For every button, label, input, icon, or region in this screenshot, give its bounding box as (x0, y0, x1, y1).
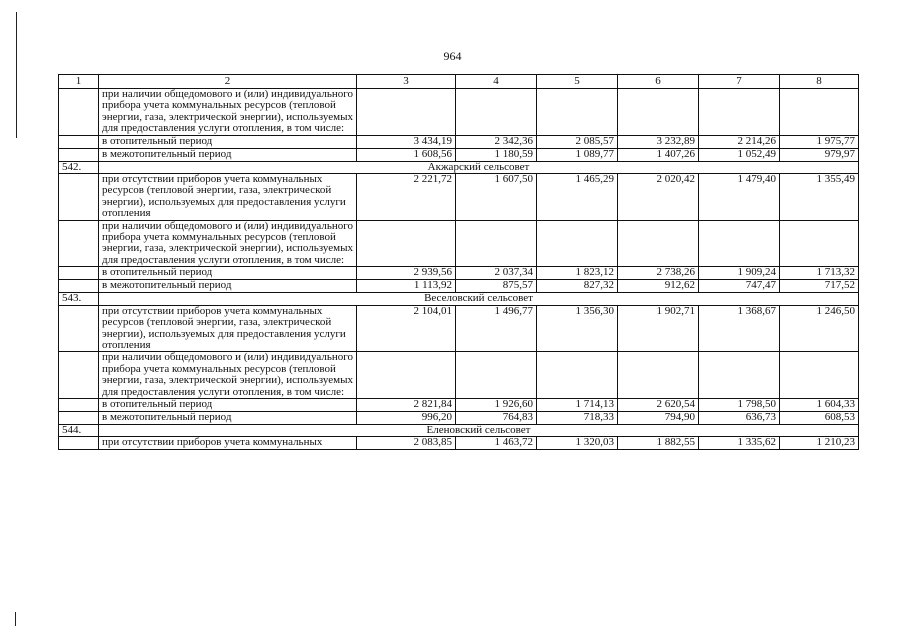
row-description: в отопительный период (99, 398, 357, 411)
value-cell (537, 220, 618, 267)
row-description: при отсутствии приборов учета коммунальных ресурсов (тепловой энергии, газа, электрической энергии), используемых для предоставления услуги отопления (99, 174, 357, 221)
column-header: 3 (357, 75, 456, 89)
row-index-cell (59, 305, 99, 352)
table-row (59, 352, 859, 399)
row-description: в межотопительный период (99, 411, 357, 424)
value-cell: 1 926,60 (456, 398, 537, 411)
value-cell: 1 823,12 (537, 267, 618, 280)
value-cell (357, 352, 456, 399)
table-body (59, 75, 859, 450)
section-title: Акжарский сельсовет (99, 161, 859, 173)
row-index-cell: 544. (59, 424, 99, 436)
value-cell: 979,97 (780, 148, 859, 161)
section-title: Веселовский сельсовет (99, 293, 859, 305)
table-row (59, 411, 859, 424)
value-cell: 747,47 (699, 280, 780, 293)
value-cell: 718,33 (537, 411, 618, 424)
value-cell: 1 368,67 (699, 305, 780, 352)
value-cell (618, 220, 699, 267)
row-index-cell (59, 89, 99, 136)
value-cell: 1 113,92 (357, 280, 456, 293)
row-description: при отсутствии приборов учета коммунальных (99, 437, 357, 450)
table-row (59, 89, 859, 136)
value-cell: 3 232,89 (618, 135, 699, 148)
value-cell: 1 089,77 (537, 148, 618, 161)
value-cell: 1 479,40 (699, 174, 780, 221)
table-row (59, 398, 859, 411)
value-cell: 1 463,72 (456, 437, 537, 450)
value-cell (537, 352, 618, 399)
value-cell: 1 355,49 (780, 174, 859, 221)
value-cell (780, 220, 859, 267)
section-row (59, 424, 859, 436)
value-cell (699, 352, 780, 399)
value-cell: 764,83 (456, 411, 537, 424)
value-cell: 1 902,71 (618, 305, 699, 352)
value-cell: 2 037,34 (456, 267, 537, 280)
value-cell (357, 220, 456, 267)
value-cell (699, 89, 780, 136)
value-cell: 1 210,23 (780, 437, 859, 450)
value-cell (537, 89, 618, 136)
value-cell: 2 939,56 (357, 267, 456, 280)
value-cell: 912,62 (618, 280, 699, 293)
value-cell: 1 465,29 (537, 174, 618, 221)
value-cell: 794,90 (618, 411, 699, 424)
value-cell: 2 085,57 (537, 135, 618, 148)
value-cell: 1 320,03 (537, 437, 618, 450)
value-cell: 827,32 (537, 280, 618, 293)
value-cell: 2 620,54 (618, 398, 699, 411)
column-header-row (59, 75, 859, 89)
value-cell: 996,20 (357, 411, 456, 424)
value-cell: 2 083,85 (357, 437, 456, 450)
value-cell: 608,53 (780, 411, 859, 424)
value-cell: 2 214,26 (699, 135, 780, 148)
value-cell (618, 89, 699, 136)
value-cell: 1 798,50 (699, 398, 780, 411)
row-index-cell (59, 280, 99, 293)
column-header: 8 (780, 75, 859, 89)
value-cell (699, 220, 780, 267)
table-row (59, 220, 859, 267)
value-cell: 2 020,42 (618, 174, 699, 221)
scan-edge-mark-bottom (15, 612, 16, 626)
tariff-table (58, 74, 859, 450)
value-cell: 2 821,84 (357, 398, 456, 411)
column-header: 2 (99, 75, 357, 89)
section-title: Еленовский сельсовет (99, 424, 859, 436)
value-cell: 1 607,50 (456, 174, 537, 221)
row-index-cell (59, 352, 99, 399)
column-header: 1 (59, 75, 99, 89)
table-row (59, 148, 859, 161)
column-header: 6 (618, 75, 699, 89)
column-header: 4 (456, 75, 537, 89)
section-row (59, 293, 859, 305)
value-cell: 875,57 (456, 280, 537, 293)
value-cell: 3 434,19 (357, 135, 456, 148)
table-row (59, 437, 859, 450)
column-header: 7 (699, 75, 780, 89)
value-cell: 1 052,49 (699, 148, 780, 161)
value-cell: 1 975,77 (780, 135, 859, 148)
row-description: при отсутствии приборов учета коммунальных ресурсов (тепловой энергии, газа, электрической энергии), используемых для предоставления услуги отопления (99, 305, 357, 352)
scan-edge-mark-top (16, 12, 17, 138)
row-index-cell (59, 437, 99, 450)
section-row (59, 161, 859, 173)
value-cell: 1 714,13 (537, 398, 618, 411)
row-description: при наличии общедомового и (или) индивидуального прибора учета коммунальных ресурсов (тепловой энергии, газа, электрической энергии), используемых для предоставления услуги отопления, в том числе: (99, 220, 357, 267)
value-cell (456, 352, 537, 399)
value-cell (456, 220, 537, 267)
row-index-cell (59, 411, 99, 424)
value-cell: 1 180,59 (456, 148, 537, 161)
value-cell: 1 604,33 (780, 398, 859, 411)
value-cell: 2 738,26 (618, 267, 699, 280)
row-description: в межотопительный период (99, 280, 357, 293)
row-index-cell (59, 267, 99, 280)
value-cell: 717,52 (780, 280, 859, 293)
row-description: при наличии общедомового и (или) индивидуального прибора учета коммунальных ресурсов (тепловой энергии, газа, электрической энергии), используемых для предоставления услуги отопления, в том числе: (99, 89, 357, 136)
value-cell (780, 89, 859, 136)
value-cell: 2 342,36 (456, 135, 537, 148)
value-cell: 1 713,32 (780, 267, 859, 280)
value-cell: 1 246,50 (780, 305, 859, 352)
row-index-cell: 542. (59, 161, 99, 173)
row-index-cell: 543. (59, 293, 99, 305)
value-cell: 1 909,24 (699, 267, 780, 280)
row-index-cell (59, 398, 99, 411)
row-description: в отопительный период (99, 267, 357, 280)
value-cell: 1 882,55 (618, 437, 699, 450)
value-cell: 636,73 (699, 411, 780, 424)
value-cell (456, 89, 537, 136)
table-row (59, 135, 859, 148)
row-description: в отопительный период (99, 135, 357, 148)
row-description: в межотопительный период (99, 148, 357, 161)
row-index-cell (59, 220, 99, 267)
value-cell (357, 89, 456, 136)
page-number: 964 (443, 49, 462, 63)
row-index-cell (59, 148, 99, 161)
value-cell: 1 496,77 (456, 305, 537, 352)
table-row (59, 305, 859, 352)
value-cell: 1 608,56 (357, 148, 456, 161)
row-index-cell (59, 135, 99, 148)
value-cell: 1 407,26 (618, 148, 699, 161)
table-row (59, 267, 859, 280)
row-index-cell (59, 174, 99, 221)
value-cell (780, 352, 859, 399)
column-header: 5 (537, 75, 618, 89)
value-cell: 2 104,01 (357, 305, 456, 352)
table-row (59, 280, 859, 293)
value-cell: 1 335,62 (699, 437, 780, 450)
value-cell (618, 352, 699, 399)
value-cell: 2 221,72 (357, 174, 456, 221)
row-description: при наличии общедомового и (или) индивидуального прибора учета коммунальных ресурсов (тепловой энергии, газа, электрической энергии), используемых для предоставления услуги отопления, в том числе: (99, 352, 357, 399)
table-row (59, 174, 859, 221)
value-cell: 1 356,30 (537, 305, 618, 352)
